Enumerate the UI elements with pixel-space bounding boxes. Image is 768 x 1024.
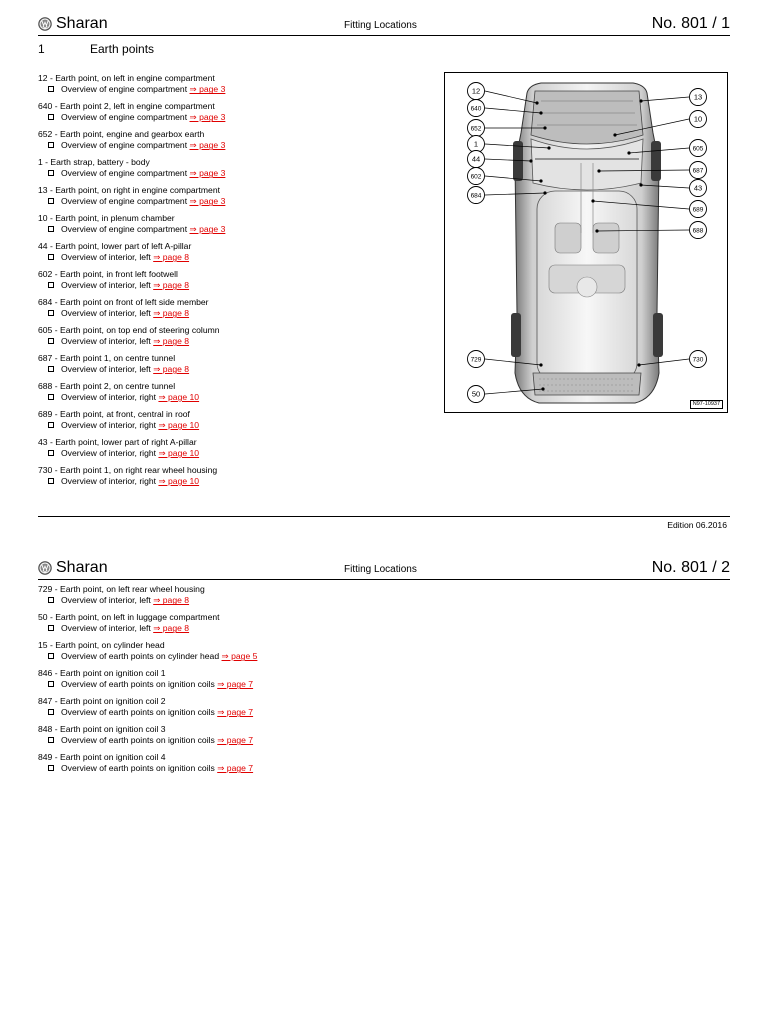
reference-text: Overview of engine compartment [61, 224, 188, 235]
earth-point-marker [529, 159, 532, 162]
entry-title: 687 - Earth point 1, on centre tunnel [38, 352, 176, 363]
checkbox-bullet-icon [48, 366, 54, 372]
entry-reference [38, 448, 438, 459]
entry-reference [38, 140, 438, 151]
entry-reference [38, 84, 438, 95]
reference-text: Overview of interior, left [61, 595, 151, 606]
entry-reference [38, 308, 438, 319]
entry-reference [38, 224, 438, 235]
document-number: No. 801 / 1 [651, 15, 730, 32]
earth-point-entry [38, 724, 438, 747]
reference-text: Overview of interior, right [61, 420, 157, 431]
section-heading [38, 42, 154, 56]
entry-reference [38, 112, 438, 123]
callout-label: 689 [692, 206, 704, 214]
reference-text: Overview of engine compartment [61, 84, 188, 95]
earth-point-marker [613, 133, 616, 136]
page-reference-link[interactable]: ⇒ page 8 [153, 280, 190, 291]
entry-title: 605 - Earth point, on top end of steering column [38, 324, 220, 335]
earth-point-marker [539, 363, 542, 366]
document-title: Fitting Locations [344, 564, 417, 575]
entry-reference [38, 735, 438, 746]
entry-reference [38, 651, 438, 662]
earth-point-marker [539, 179, 542, 182]
reference-text: Overview of interior, left [61, 336, 151, 347]
checkbox-bullet-icon [48, 114, 54, 120]
callout-label: 730 [692, 356, 704, 364]
entry-title: 15 - Earth point, on cylinder head [38, 639, 165, 650]
earth-point-entry [38, 213, 438, 236]
callout-label: 43 [693, 183, 703, 193]
entry-reference [38, 763, 438, 774]
earth-point-entry [38, 157, 438, 180]
checkbox-bullet-icon [48, 625, 54, 631]
page-reference-link[interactable]: ⇒ page 8 [153, 252, 190, 263]
checkbox-bullet-icon [48, 226, 54, 232]
entry-reference [38, 196, 438, 207]
checkbox-bullet-icon [48, 86, 54, 92]
earth-point-entry [38, 297, 438, 320]
vehicle-figure [444, 72, 728, 413]
page2-header [38, 559, 730, 580]
page-reference-link[interactable]: ⇒ page 3 [189, 196, 226, 207]
figure-code: N97-10937 [690, 400, 723, 409]
earth-point-entry [38, 465, 438, 488]
earth-point-entry [38, 185, 438, 208]
checkbox-bullet-icon [48, 142, 54, 148]
brand-name: Sharan [56, 559, 108, 576]
page1-header [38, 15, 730, 36]
checkbox-bullet-icon [48, 254, 54, 260]
entry-title: 640 - Earth point 2, left in engine compartment [38, 100, 215, 111]
entry-reference [38, 392, 438, 403]
earth-point-marker [627, 151, 630, 154]
earth-point-entry [38, 696, 438, 719]
checkbox-bullet-icon [48, 310, 54, 316]
document-title: Fitting Locations [344, 20, 417, 31]
page-reference-link[interactable]: ⇒ page 7 [217, 707, 254, 718]
earth-point-entry [38, 409, 438, 432]
earth-point-marker [535, 101, 538, 104]
checkbox-bullet-icon [48, 737, 54, 743]
earth-point-marker [639, 183, 642, 186]
callout-label: 640 [470, 105, 482, 113]
reference-text: Overview of interior, right [61, 476, 157, 487]
reference-text: Overview of interior, left [61, 252, 151, 263]
earth-point-list [38, 73, 438, 493]
checkbox-bullet-icon [48, 198, 54, 204]
earth-point-entry [38, 437, 438, 460]
entry-title: 1 - Earth strap, battery - body [38, 156, 150, 167]
entry-title: 730 - Earth point 1, on right rear wheel housing [38, 464, 218, 475]
earth-point-entry [38, 241, 438, 264]
earth-point-marker [595, 229, 598, 232]
entry-title: 10 - Earth point, in plenum chamber [38, 212, 175, 223]
vw-logo-icon [38, 17, 52, 31]
entry-reference [38, 476, 438, 487]
earth-point-marker [639, 99, 642, 102]
brand-name: Sharan [56, 15, 108, 32]
earth-point-marker [541, 387, 544, 390]
earth-point-marker [539, 111, 542, 114]
page-reference-link[interactable]: ⇒ page 10 [158, 476, 200, 487]
entry-title: 43 - Earth point, lower part of right A-pillar [38, 436, 197, 447]
earth-point-marker [637, 363, 640, 366]
earth-point-marker [597, 169, 600, 172]
page-divider [38, 516, 730, 517]
entry-reference [38, 623, 438, 634]
reference-text: Overview of interior, left [61, 308, 151, 319]
checkbox-bullet-icon [48, 597, 54, 603]
entry-reference [38, 595, 438, 606]
page-reference-link[interactable]: ⇒ page 7 [217, 735, 254, 746]
page-reference-link[interactable]: ⇒ page 8 [153, 336, 190, 347]
entry-title: 729 - Earth point, on left rear wheel housing [38, 584, 205, 594]
callout-label: 684 [470, 192, 482, 200]
entry-reference [38, 252, 438, 263]
earth-point-marker [543, 191, 546, 194]
vw-logo-icon [38, 561, 52, 575]
page-reference-link[interactable]: ⇒ page 7 [217, 763, 254, 774]
checkbox-bullet-icon [48, 478, 54, 484]
entry-title: 688 - Earth point 2, on centre tunnel [38, 380, 176, 391]
entry-title: 13 - Earth point, on right in engine compartment [38, 184, 221, 195]
page-reference-link[interactable]: ⇒ page 3 [189, 168, 226, 179]
reference-text: Overview of interior, right [61, 448, 157, 459]
page-reference-link[interactable]: ⇒ page 10 [158, 448, 200, 459]
reference-text: Overview of interior, left [61, 364, 151, 375]
vehicle-top-view-illustration [445, 73, 728, 413]
reference-text: Overview of earth points on ignition coils [61, 763, 215, 774]
page-reference-link[interactable]: ⇒ page 8 [153, 364, 190, 375]
earth-point-entry [38, 584, 438, 607]
reference-text: Overview of interior, left [61, 623, 151, 634]
page-reference-link[interactable]: ⇒ page 3 [189, 84, 226, 95]
earth-point-entry [38, 129, 438, 152]
brand [38, 15, 108, 33]
entry-title: 849 - Earth point on ignition coil 4 [38, 751, 166, 762]
earth-point-marker [543, 126, 546, 129]
entry-reference [38, 280, 438, 291]
earth-point-entry [38, 101, 438, 124]
entry-title: 44 - Earth point, lower part of left A-pillar [38, 240, 192, 251]
entry-title: 689 - Earth point, at front, central in roof [38, 408, 190, 419]
earth-point-list [38, 584, 438, 780]
checkbox-bullet-icon [48, 422, 54, 428]
callout-label: 605 [692, 145, 704, 153]
entry-title: 602 - Earth point, in front left footwell [38, 268, 178, 279]
page-reference-link[interactable]: ⇒ page 8 [153, 595, 190, 606]
checkbox-bullet-icon [48, 653, 54, 659]
callout-label: 12 [471, 86, 481, 96]
reference-text: Overview of earth points on cylinder head [61, 651, 220, 662]
page-reference-link[interactable]: ⇒ page 3 [189, 224, 226, 235]
earth-point-entry [38, 752, 438, 775]
callout-label: 688 [692, 227, 704, 235]
checkbox-bullet-icon [48, 765, 54, 771]
callout-label: 652 [470, 125, 482, 133]
page-reference-link[interactable]: ⇒ page 8 [153, 308, 190, 319]
entry-reference [38, 364, 438, 375]
entry-reference [38, 420, 438, 431]
checkbox-bullet-icon [48, 170, 54, 176]
entry-reference [38, 168, 438, 179]
callout-label: 10 [693, 114, 703, 124]
entry-title: 12 - Earth point, on left in engine compartment [38, 73, 215, 83]
checkbox-bullet-icon [48, 709, 54, 715]
callout-label: 13 [693, 92, 703, 102]
checkbox-bullet-icon [48, 394, 54, 400]
earth-point-entry [38, 269, 438, 292]
earth-point-entry [38, 353, 438, 376]
earth-point-entry [38, 612, 438, 635]
earth-point-entry [38, 325, 438, 348]
earth-point-entry [38, 73, 438, 96]
page-reference-link[interactable]: ⇒ page 10 [158, 392, 200, 403]
earth-point-entry [38, 640, 438, 663]
page-reference-link[interactable]: ⇒ page 7 [217, 679, 254, 690]
reference-text: Overview of earth points on ignition coils [61, 707, 215, 718]
callout-label: 729 [470, 356, 482, 364]
entry-title: 848 - Earth point on ignition coil 3 [38, 723, 166, 734]
entry-title: 684 - Earth point on front of left side member [38, 296, 209, 307]
callout-label: 50 [471, 389, 481, 399]
earth-point-marker [591, 199, 594, 202]
brand [38, 559, 108, 577]
page-reference-link[interactable]: ⇒ page 10 [158, 420, 200, 431]
callout-label: 602 [470, 173, 482, 181]
section-number: 1 [38, 42, 45, 56]
page-reference-link[interactable]: ⇒ page 8 [153, 623, 190, 634]
page-reference-link[interactable]: ⇒ page 5 [221, 651, 258, 662]
entry-title: 50 - Earth point, on left in luggage compartment [38, 611, 220, 622]
page-reference-link[interactable]: ⇒ page 3 [189, 140, 226, 151]
edition-label: Edition 06.2016 [667, 520, 727, 530]
callout-label: 44 [471, 154, 481, 164]
checkbox-bullet-icon [48, 282, 54, 288]
reference-text: Overview of engine compartment [61, 196, 188, 207]
checkbox-bullet-icon [48, 338, 54, 344]
reference-text: Overview of engine compartment [61, 112, 188, 123]
reference-text: Overview of interior, right [61, 392, 157, 403]
callout-label: 687 [692, 167, 704, 175]
earth-point-entry [38, 668, 438, 691]
callout-label: 1 [473, 139, 479, 149]
entry-reference [38, 707, 438, 718]
checkbox-bullet-icon [48, 450, 54, 456]
reference-text: Overview of engine compartment [61, 168, 188, 179]
reference-text: Overview of engine compartment [61, 140, 188, 151]
section-title: Earth points [90, 42, 155, 56]
reference-text: Overview of earth points on ignition coils [61, 735, 215, 746]
document-number: No. 801 / 2 [651, 559, 730, 576]
entry-title: 847 - Earth point on ignition coil 2 [38, 695, 166, 706]
entry-title: 652 - Earth point, engine and gearbox earth [38, 128, 205, 139]
entry-reference [38, 336, 438, 347]
entry-reference [38, 679, 438, 690]
reference-text: Overview of interior, left [61, 280, 151, 291]
entry-title: 846 - Earth point on ignition coil 1 [38, 667, 166, 678]
checkbox-bullet-icon [48, 681, 54, 687]
earth-point-entry [38, 381, 438, 404]
reference-text: Overview of earth points on ignition coils [61, 679, 215, 690]
page-reference-link[interactable]: ⇒ page 3 [189, 112, 226, 123]
earth-point-marker [547, 146, 550, 149]
